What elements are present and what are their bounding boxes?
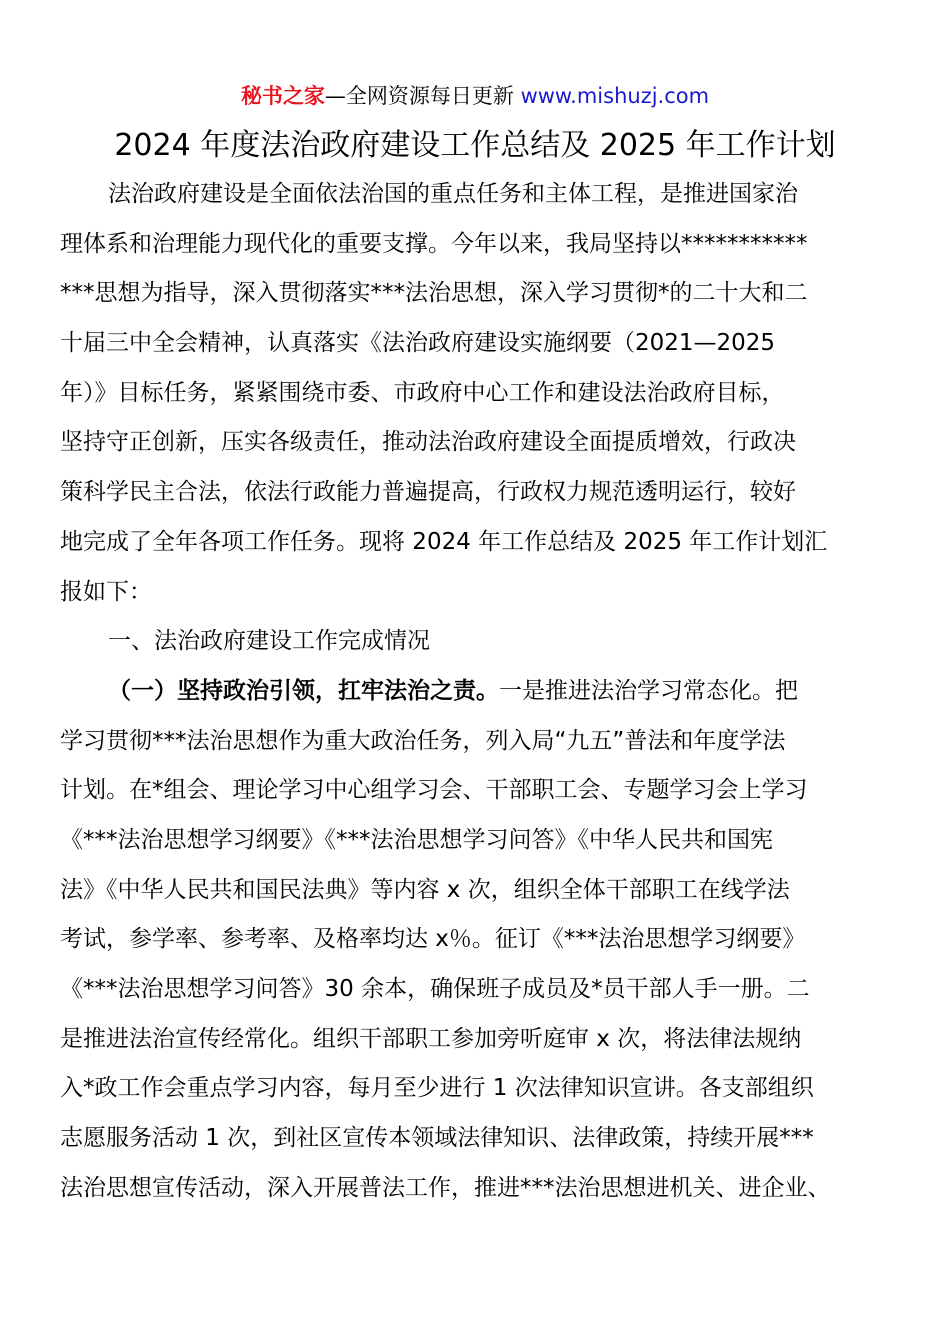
paragraph-line: 报如下： — [60, 578, 152, 605]
paragraph-line: 法》《中华人民共和国民法典》等内容 x 次，组织全体干部职工在线学法 — [60, 876, 790, 903]
site-banner — [0, 80, 950, 112]
subsection-first-text: 一是推进法治学习常态化。把 — [499, 677, 798, 704]
subsection-first-line — [60, 667, 896, 717]
paragraph-line: 入*政工作会重点学习内容，每月至少进行 1 次法律知识宣讲。各支部组织 — [60, 1075, 814, 1102]
paragraph-line: 法治思想宣传活动，深入开展普法工作，推进***法治思想进机关、进企业、 — [60, 1174, 831, 1201]
banner-tagline: —全网资源每日更新 — [324, 84, 521, 108]
paragraph-line: 策科学民主合法，依法行政能力普遍提高，行政权力规范透明运行，较好 — [60, 479, 796, 506]
paragraph-line: 理体系和治理能力现代化的重要支撑。今年以来，我局坚持以*********** — [60, 230, 808, 257]
paragraph-line: 是推进法治宣传经常化。组织干部职工参加旁听庭审 x 次，将法律法规纳 — [60, 1025, 802, 1052]
section-heading: 一、法治政府建设工作完成情况 — [108, 628, 430, 655]
paragraph-line: 学习贯彻***法治思想作为重大政治任务，列入局“九五”普法和年度学法 — [60, 727, 786, 754]
paragraph-line: 年）》目标任务，紧紧围绕市委、市政府中心工作和建设法治政府目标， — [60, 379, 785, 406]
intro-paragraph — [60, 170, 896, 1213]
paragraph-line: 志愿服务活动 1 次，到社区宣传本领域法律知识、法律政策，持续开展*** — [60, 1125, 814, 1152]
paragraph-line: 《***法治思想学习纲要》《***法治思想学习问答》《中华人民共和国宪 — [60, 826, 773, 853]
document-title: 2024 年度法治政府建设工作总结及 2025 年工作计划 — [114, 128, 836, 163]
paragraph-line: ***思想为指导，深入贯彻落实***法治思想，深入学习贯彻*的二十大和二 — [60, 280, 808, 307]
banner-brand: 秘书之家 — [240, 84, 325, 108]
paragraph-line: 考试，参学率、参考率、及格率均达 x％。征订《***法治思想学习纲要》 — [60, 926, 806, 953]
paragraph-line: 地完成了全年各项工作任务。现将 2024 年工作总结及 2025 年工作计划汇 — [60, 528, 828, 555]
paragraph-line: 计划。在*组会、理论学习中心组学习会、干部职工会、专题学习会上学习 — [60, 777, 808, 804]
subsection-heading: （一）坚持政治引领，扛牢法治之责。 — [108, 677, 499, 704]
paragraph-line: 十届三中全会精神，认真落实《法治政府建设实施纲要（2021—2025 — [60, 330, 776, 357]
paragraph-line: 坚持守正创新，压实各级责任，推动法治政府建设全面提质增效，行政决 — [60, 429, 796, 456]
banner-url-link[interactable]: www.mishuzj.com — [520, 84, 710, 108]
paragraph-line: 《***法治思想学习问答》30 余本，确保班子成员及*员干部人手一册。二 — [60, 976, 810, 1002]
paragraph-line: 法治政府建设是全面依法治国的重点任务和主体工程，是推进国家治 — [108, 181, 798, 207]
